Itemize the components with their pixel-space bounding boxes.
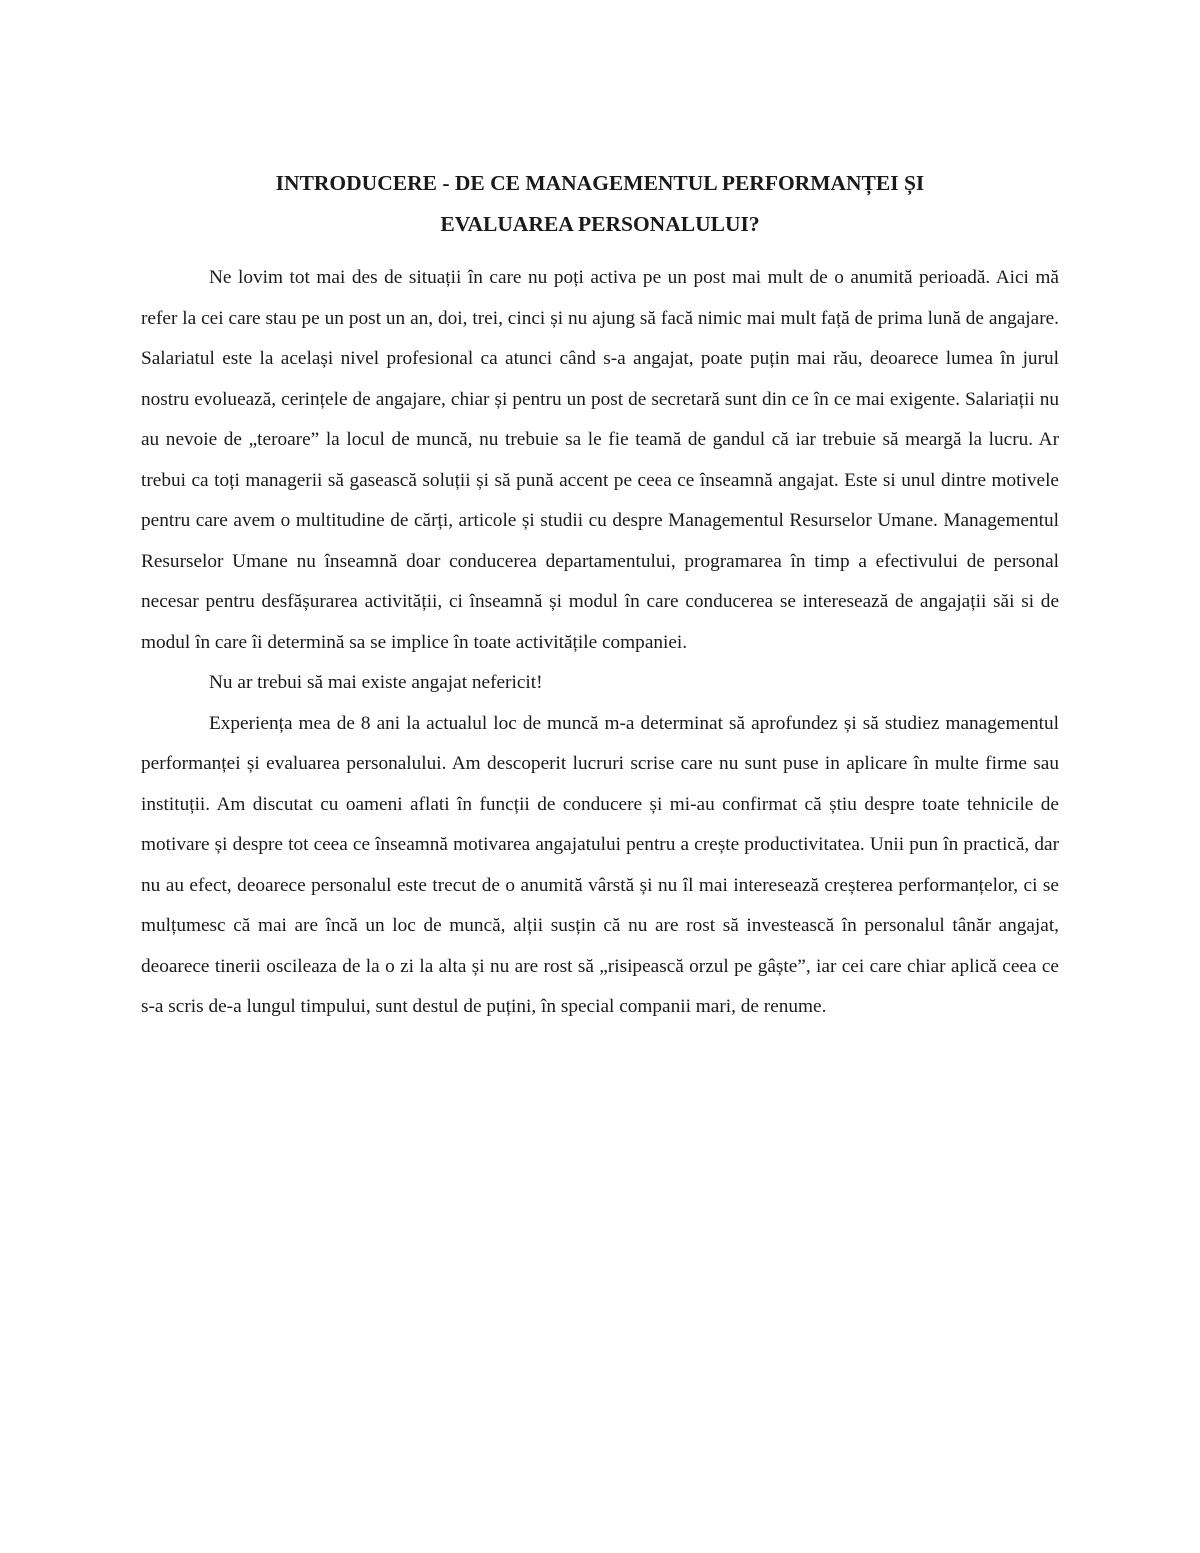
title-line-1: INTRODUCERE - DE CE MANAGEMENTUL PERFORMANȚEI ȘI (275, 171, 925, 195)
document-body (141, 163, 1059, 1028)
paragraph-experience: Experiența mea de 8 ani la actualul loc de muncă m-a determinat să aprofundez și să studiez managementul performanței și evaluarea personalului. Am descoperit lucruri scrise care nu sunt puse in aplicare în multe firme sau instituții. Am discutat cu oameni aflati în funcții de conducere și mi-au confirmat că știu despre toate tehnicile de motivare și despre tot ceea ce înseamnă motivarea angajatului pentru a crește productivitatea. Unii pun în practică, dar nu au efect, deoarece personalul este trecut de o anumită vârstă și nu îl mai interesează creșterea performanțelor, ci se mulțumesc că mai are încă un loc de muncă, alții susțin că nu are rost să investească în personalul tânăr angajat, deoarece tinerii oscileaza de la o zi la alta și nu are rost să „risipească orzul pe gâște”, iar cei care chiar aplică ceea ce s-a scris de-a lungul timpului, sunt destul de puțini, în special companii mari, de renume. (141, 712, 1059, 1017)
page-title (141, 163, 1059, 245)
paragraph-statement: Nu ar trebui să mai existe angajat nefericit! (209, 672, 543, 693)
paragraph-intro: Ne lovim tot mai des de situații în care nu poți activa pe un post mai mult de o anumită perioadă. Aici mă refer la cei care stau pe un post un an, doi, trei, cinci și nu ajung să facă nimic mai mult față de prima lună de angajare. Salariatul este la același nivel profesional ca atunci când s-a angajat, poate puțin mai rău, deoarece lumea în jurul nostru evoluează, cerințele de angajare, chiar și pentru un post de secretară sunt din ce în ce mai exigente. Salariații nu au nevoie de „teroare” la locul de muncă, nu trebuie sa le fie teamă de gandul că iar trebuie să meargă la lucru. Ar trebui ca toți managerii să gasească soluții și să pună accent pe ceea ce înseamnă angajat. Este si unul dintre motivele pentru care avem o multitudine de cărți, articole și studii cu despre Managementul Resurselor Umane. Managementul Resurselor Umane nu înseamnă doar conducerea departamentului, programarea în timp a efectivului de personal necesar pentru desfășurarea activității, ci înseamnă și modul în care conducerea se interesează de angajații săi si de modul în care îi determină sa se implice în toate activitățile companiei. (141, 267, 1059, 653)
title-line-2: EVALUAREA PERSONALULUI? (440, 212, 760, 236)
